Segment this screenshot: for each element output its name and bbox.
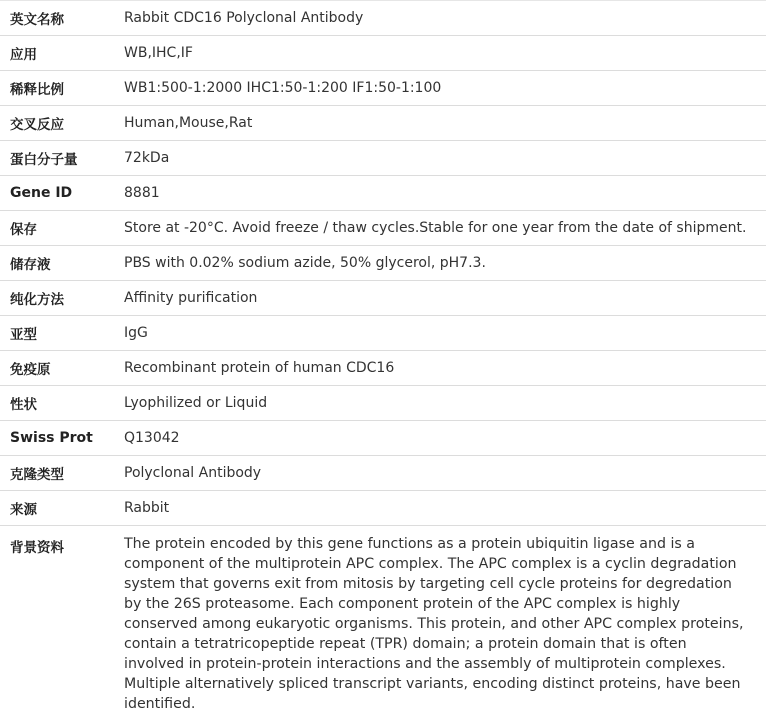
spec-label: 储存液 bbox=[0, 246, 124, 281]
spec-value: WB,IHC,IF bbox=[124, 36, 766, 71]
spec-row-storage bbox=[0, 211, 766, 246]
spec-value: Rabbit CDC16 Polyclonal Antibody bbox=[124, 1, 766, 36]
spec-value: Store at -20°C. Avoid freeze / thaw cycles.Stable for one year from the date of shipment. bbox=[124, 211, 766, 246]
spec-row-swiss-prot bbox=[0, 421, 766, 456]
spec-row-isotype bbox=[0, 316, 766, 351]
spec-label: 英文名称 bbox=[0, 1, 124, 36]
spec-value: Q13042 bbox=[124, 421, 766, 456]
spec-label: 蛋白分子量 bbox=[0, 141, 124, 176]
spec-row-dilution bbox=[0, 71, 766, 106]
spec-row-molecular-weight bbox=[0, 141, 766, 176]
spec-label: 亚型 bbox=[0, 316, 124, 351]
spec-value: Rabbit bbox=[124, 491, 766, 526]
spec-value: 8881 bbox=[124, 176, 766, 211]
spec-row-english-name bbox=[0, 1, 766, 36]
spec-value: Human,Mouse,Rat bbox=[124, 106, 766, 141]
spec-value: PBS with 0.02% sodium azide, 50% glycerol, pH7.3. bbox=[124, 246, 766, 281]
spec-row-gene-id bbox=[0, 176, 766, 211]
spec-label: 背景资料 bbox=[0, 526, 124, 722]
spec-label: 应用 bbox=[0, 36, 124, 71]
spec-value: Recombinant protein of human CDC16 bbox=[124, 351, 766, 386]
spec-row-background bbox=[0, 526, 766, 722]
spec-value: 72kDa bbox=[124, 141, 766, 176]
spec-row-host bbox=[0, 491, 766, 526]
spec-row-cross-reactivity bbox=[0, 106, 766, 141]
spec-value: WB1:500-1:2000 IHC1:50-1:200 IF1:50-1:100 bbox=[124, 71, 766, 106]
spec-label: 保存 bbox=[0, 211, 124, 246]
spec-row-purification bbox=[0, 281, 766, 316]
spec-row-buffer bbox=[0, 246, 766, 281]
background-description: The protein encoded by this gene functions as a protein ubiquitin ligase and is a component of the multiprotein APC complex. The APC complex is a cyclin degradation system that governs exit from mitosis by targeting cell cycle proteins for degredation by the 26S proteasome. Each component protein of the APC complex is highly conserved among eukaryotic organisms. This protein, and other APC complex proteins, contain a tetratricopeptide repeat (TPR) domain; a protein domain that is often involved in protein-protein interactions and the assembly of multiprotein complexes. Multiple alternatively spliced transcript variants, encoding distinct proteins, have been identified. bbox=[124, 526, 766, 722]
spec-label: 克隆类型 bbox=[0, 456, 124, 491]
spec-row-clonality bbox=[0, 456, 766, 491]
spec-value: Polyclonal Antibody bbox=[124, 456, 766, 491]
spec-value: Lyophilized or Liquid bbox=[124, 386, 766, 421]
spec-row-immunogen bbox=[0, 351, 766, 386]
spec-label: 性状 bbox=[0, 386, 124, 421]
spec-value: IgG bbox=[124, 316, 766, 351]
spec-label: 免疫原 bbox=[0, 351, 124, 386]
spec-row-application bbox=[0, 36, 766, 71]
spec-label: 纯化方法 bbox=[0, 281, 124, 316]
spec-row-form bbox=[0, 386, 766, 421]
spec-label: 交叉反应 bbox=[0, 106, 124, 141]
spec-label: 稀释比例 bbox=[0, 71, 124, 106]
spec-label: 来源 bbox=[0, 491, 124, 526]
spec-value: Affinity purification bbox=[124, 281, 766, 316]
spec-label: Swiss Prot bbox=[0, 421, 124, 456]
spec-label: Gene ID bbox=[0, 176, 124, 211]
